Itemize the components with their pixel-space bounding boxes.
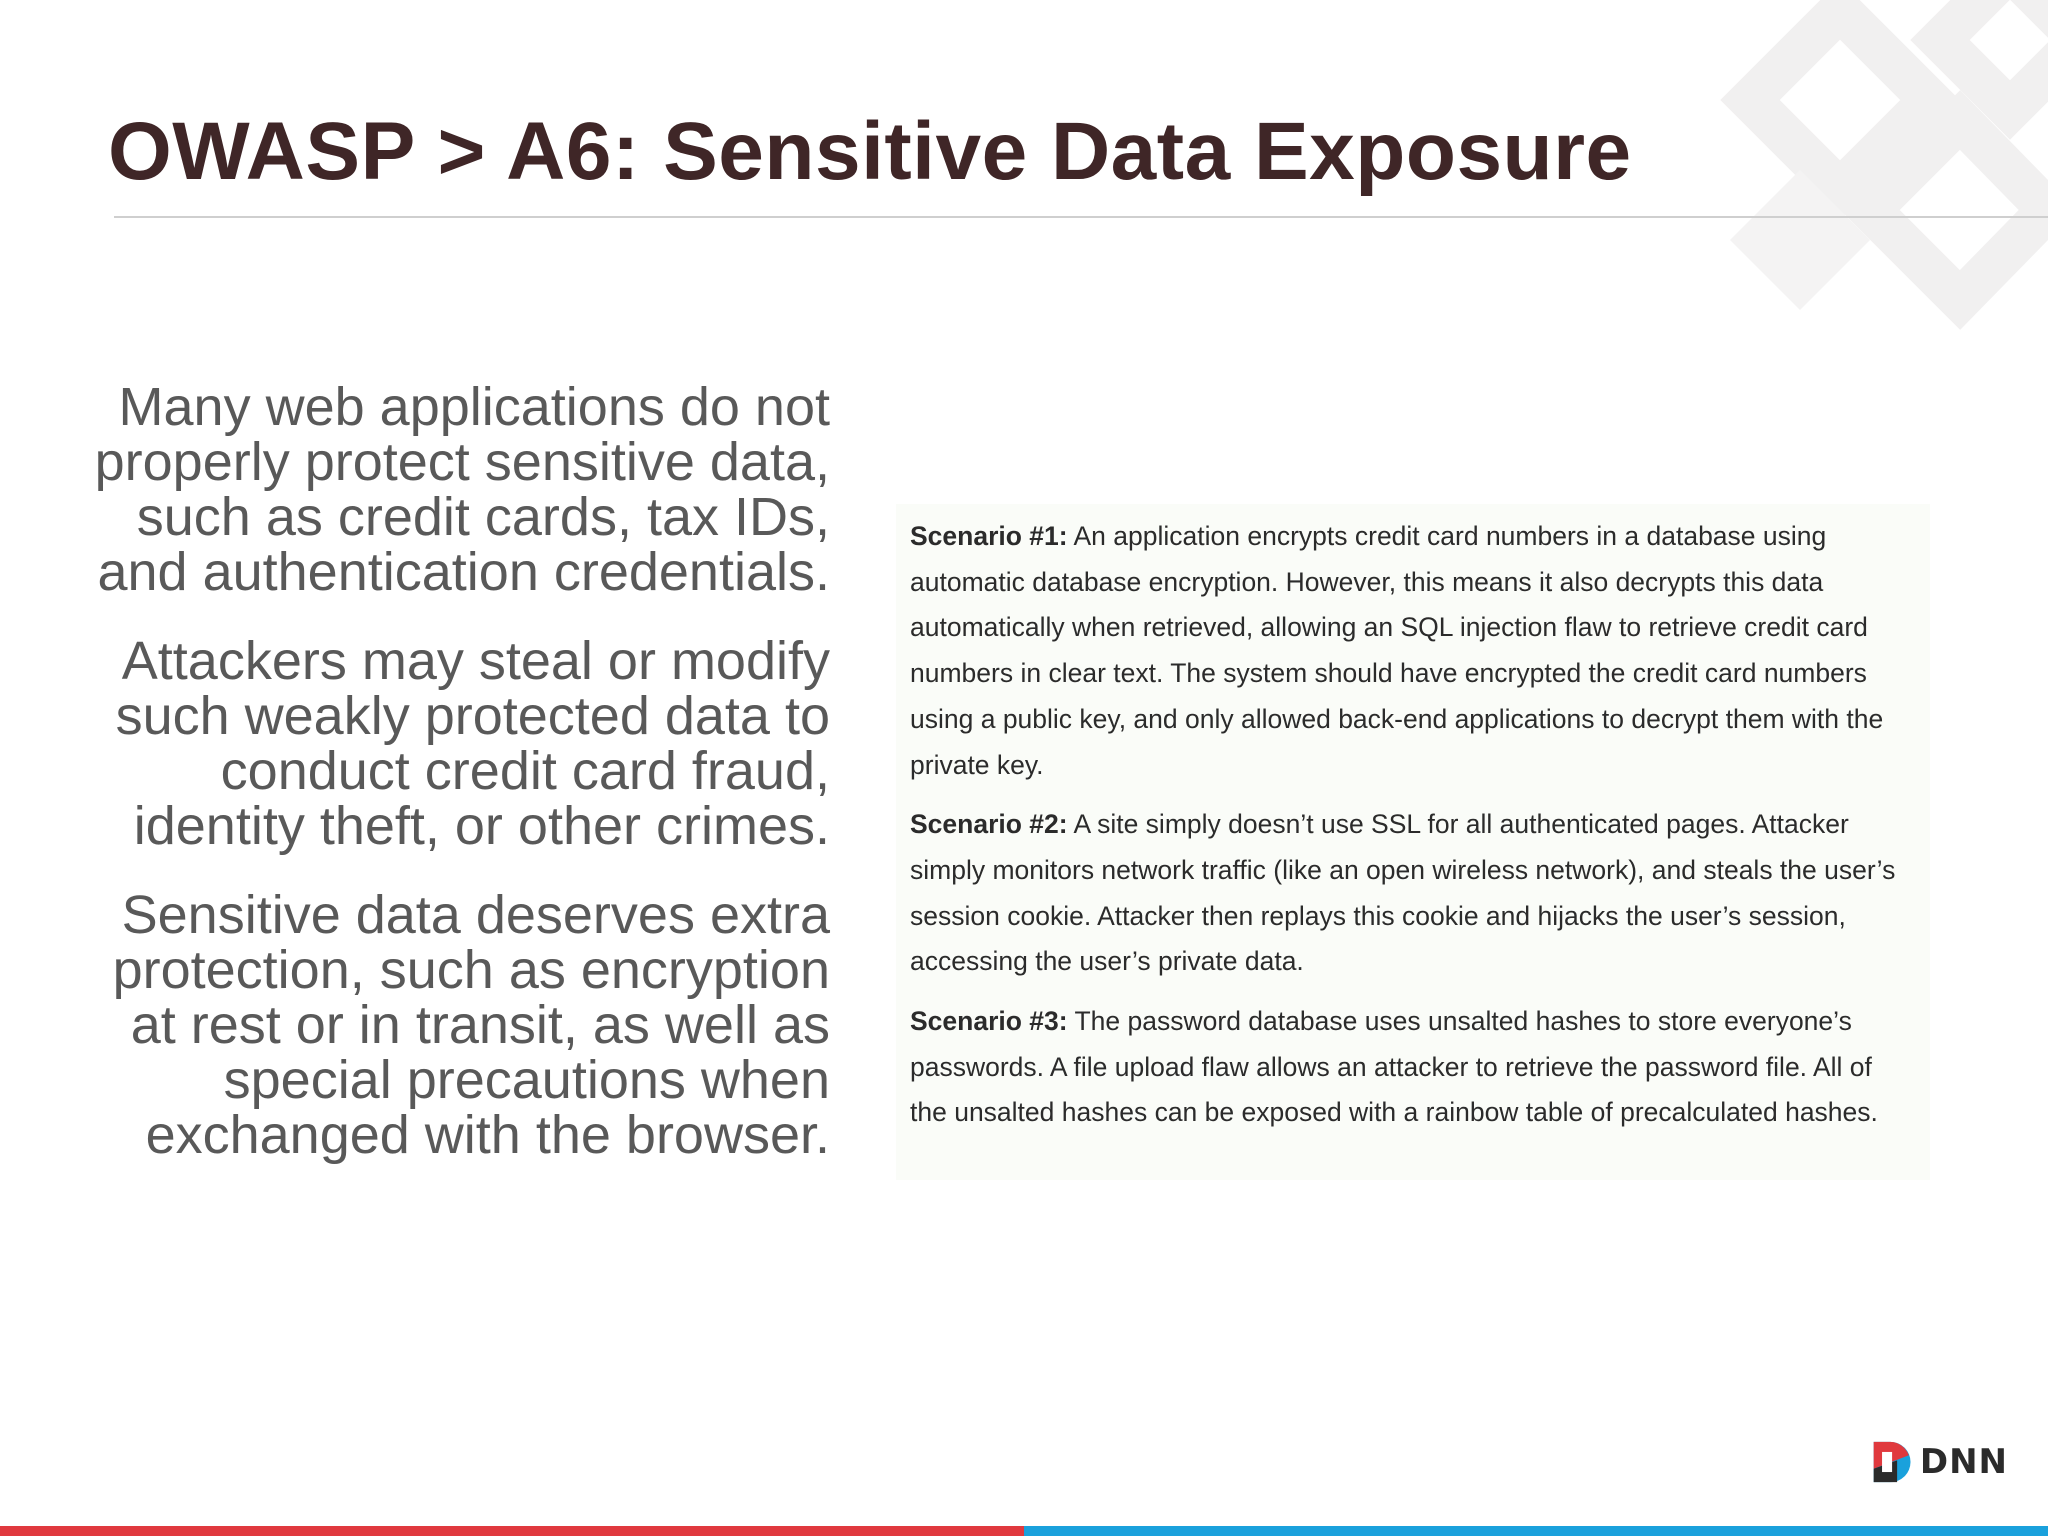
scenario-screenshot — [896, 504, 1930, 1180]
left-paragraph: Sensitive data deserves extra protection, such as encryption at rest or in transit, as well as special precautions when exchanged with the browser. — [112, 885, 830, 1165]
scenario-label: Scenario #1: — [910, 521, 1068, 551]
scenario-3 — [910, 999, 1916, 1136]
scenario-text: A site simply doesn’t use SSL for all authenticated pages. Attacker simply monitors network traffic (like an open wireless network), and steals the user’s session cookie. Attacker then replays this cookie and hijacks the user’s session, accessing the user’s private data. — [910, 809, 1896, 977]
watermark-logo-icon — [1690, 0, 2048, 340]
scenario-label: Scenario #2: — [910, 809, 1068, 840]
left-paragraph: Attackers may steal or modify such weakly protected data to conduct credit card fraud, identity theft, or other crimes. — [115, 631, 830, 856]
footer-bar-red — [0, 1526, 1024, 1536]
scenario-text: An application encrypts credit card numbers in a database using automatic database encryption. However, this means it also decrypts this data automatically when retrieved, allowing an SQL injection flaw to retrieve credit card numbers in clear text. The system should have encrypted the credit card numbers using a public key, and only allowed back-end applications to decrypt them with the private key. — [910, 521, 1884, 780]
dnn-logo-text: DNN — [1919, 1442, 2008, 1482]
scenario-label: Scenario #3: — [910, 1006, 1068, 1037]
footer-bar-blue — [1024, 1526, 2048, 1536]
dnn-logo — [1872, 1434, 2008, 1490]
slide-title: OWASP > A6: Sensitive Data Exposure — [108, 106, 1632, 197]
left-text-column — [90, 377, 830, 1197]
scenario-1 — [910, 514, 1916, 788]
scenario-text: The password database uses unsalted hashes to store everyone’s passwords. A file upload flaw allows an attacker to retrieve the password file. All of the unsalted hashes can be exposed with a rainbow table of precalculated hashes. — [910, 1006, 1878, 1128]
scenario-2 — [910, 802, 1916, 985]
title-divider — [114, 216, 2048, 218]
left-paragraph: Many web applications do not properly protect sensitive data, such as credit cards, tax IDs, and authentication credentials. — [94, 377, 830, 602]
dnn-logo-mark-icon — [1872, 1436, 1914, 1488]
